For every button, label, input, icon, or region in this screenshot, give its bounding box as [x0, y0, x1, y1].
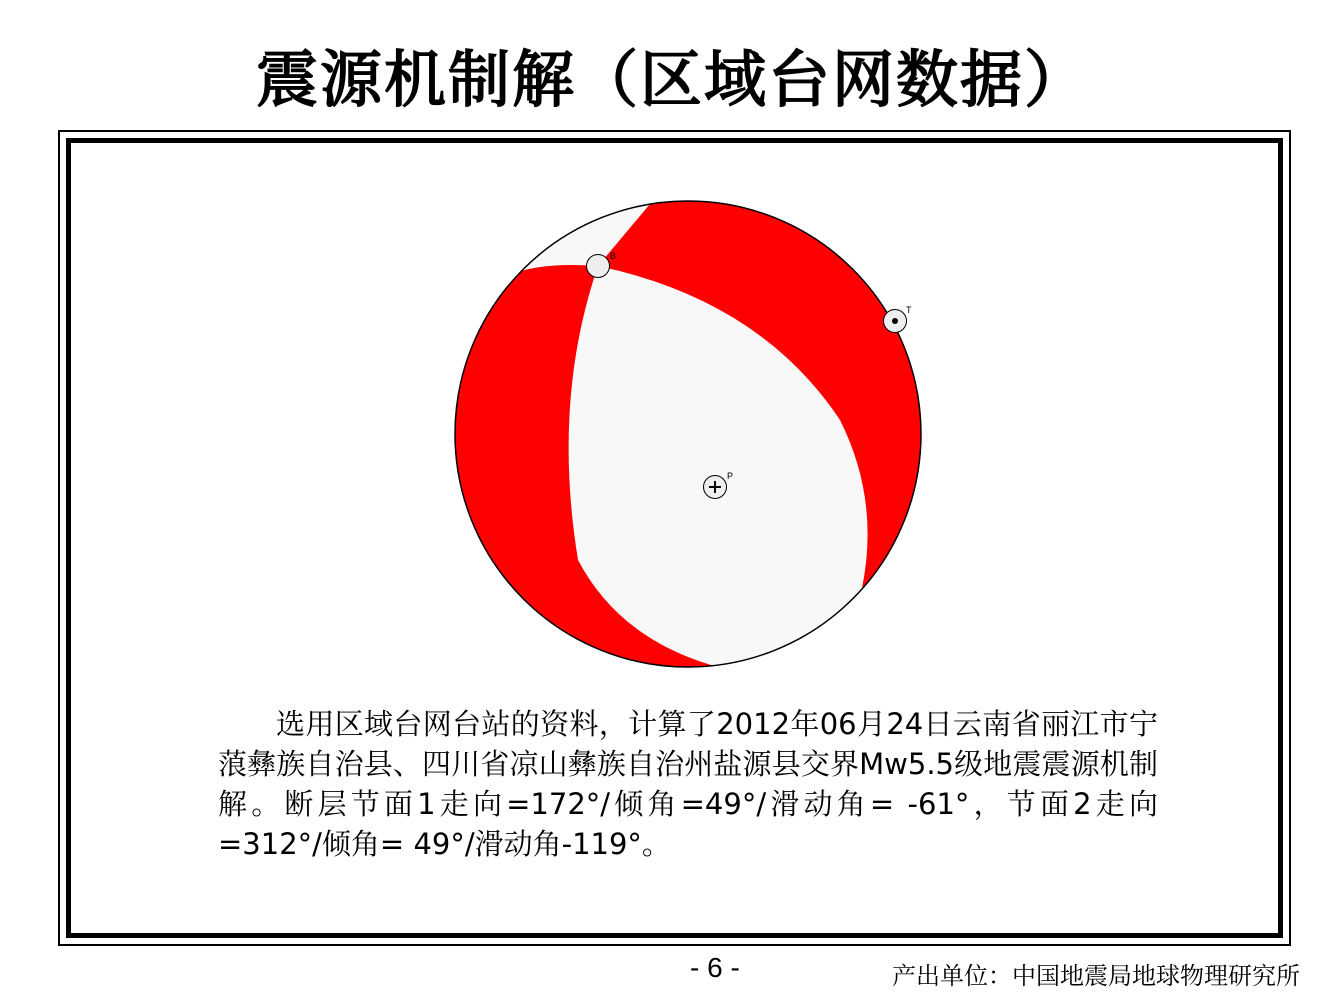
- p-axis-label: P: [727, 471, 734, 481]
- focal-mechanism-beachball: [440, 185, 940, 685]
- t-axis-label: T: [906, 305, 912, 315]
- description-text: 选用区域台网台站的资料，计算了2012年06月24日云南省丽江市宁蒗彝族自治县、四川省凉山彝族自治州盐源县交界Mw5.5级地震震源机制解。断层节面1走向=172°/倾角=49°/滑动角= -61°，节面2走向=312°/倾角= 49°/滑动角-119°。: [218, 707, 1158, 861]
- description-paragraph: [218, 704, 1158, 864]
- slide-title: 震源机制解（区域台网数据）: [255, 43, 1088, 116]
- b-axis-label: B: [610, 251, 617, 261]
- t-axis-marker: [884, 305, 913, 333]
- producer-credit: 产出单位：中国地震局地球物理研究所: [892, 962, 1300, 990]
- page-number: - 6 -: [690, 952, 740, 983]
